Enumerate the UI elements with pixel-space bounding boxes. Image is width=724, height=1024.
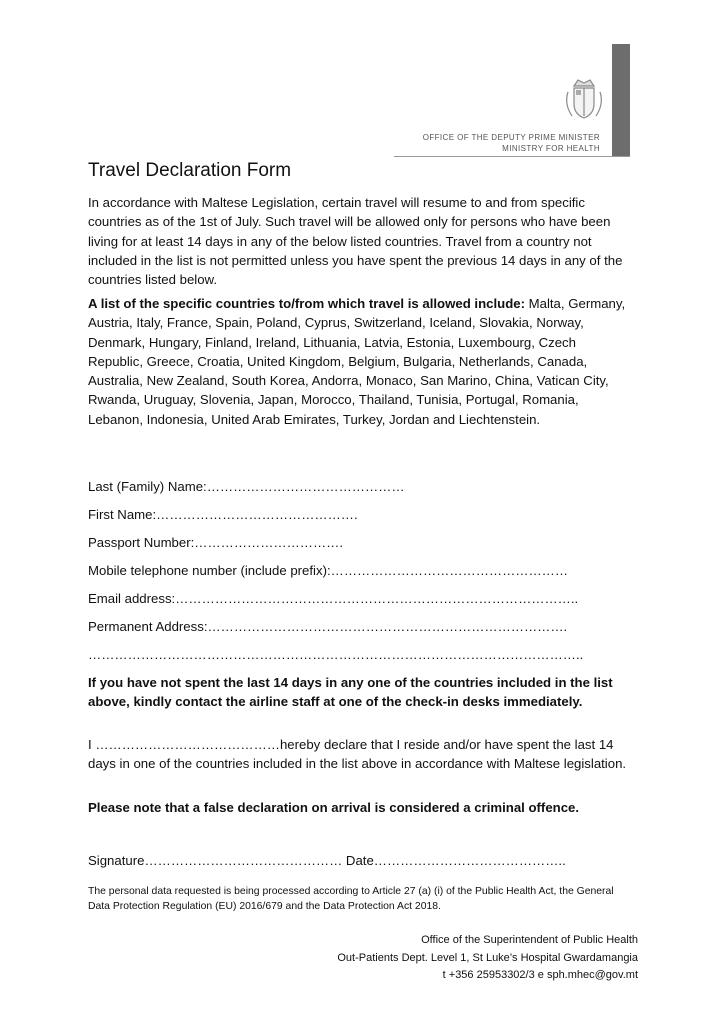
coat-of-arms-icon <box>562 76 606 122</box>
footer-office: Office of the Superintendent of Public Health <box>421 934 638 946</box>
first-name-field[interactable]: First Name:………………………………………. <box>88 507 358 522</box>
passport-number-field[interactable]: Passport Number:……………………………. <box>88 535 343 550</box>
office-line-2: MINISTRY FOR HEALTH <box>502 144 600 153</box>
ministry-header <box>400 132 600 154</box>
declaration-statement[interactable]: I ……………………………………hereby declare that I reside and/or have spent the last 14 days in one of the countries included in the list above in accordance with Maltese legislation. <box>88 737 627 771</box>
permanent-address-continuation[interactable]: ………………………………………………………………………………………………….. <box>88 647 584 662</box>
intro-paragraph: In accordance with Maltese Legislation, certain travel will resume to and from specific countries as of the 1st of July. Such travel will be allowed only for persons who have been living for at least 14 days in any of the below listed countries. Travel from a country not included in the list is not permitted unless you have spent the previous 14 days in any of the countries listed below. <box>88 195 623 288</box>
page-title: Travel Declaration Form <box>88 160 292 181</box>
email-field[interactable]: Email address:……………………………………………………………………………….. <box>88 591 579 606</box>
last-name-field[interactable]: Last (Family) Name:……………………………………… <box>88 479 405 494</box>
header-gray-bar <box>612 44 630 156</box>
footer-contact <box>337 932 638 985</box>
mobile-number-field[interactable]: Mobile telephone number (include prefix):……………………………………………… <box>88 563 569 578</box>
permanent-address-field[interactable]: Permanent Address:………………………………………………………………………. <box>88 619 568 634</box>
footer-address: Out-Patients Dept. Level 1, St Luke’s Hospital Gwardamangia <box>337 951 638 964</box>
contact-airline-notice: If you have not spent the last 14 days in any one of the countries included in the list above, kindly contact the airline staff at one of the check-in desks immediately. <box>88 675 613 709</box>
countries-paragraph <box>88 294 634 429</box>
countries-list: Malta, Germany, Austria, Italy, France, Spain, Poland, Cyprus, Switzerland, Iceland, Slovakia, Norway, Denmark, Hungary, Finland, Ireland, Lithuania, Latvia, Estonia, Luxembourg, Czech Republic, Greece, Croatia, United Kingdom, Belgium, Bulgaria, Netherlands, Canada, Australia, New Zealand, South Korea, Andorra, Monaco, San Marino, China, Vatican City, Rwanda, Uruguay, Slovenia, Japan, Morocco, Thailand, Tunisia, Portugal, Romania, Lebanon, Indonesia, United Arab Emirates, Turkey, Jordan and Liechtenstein. <box>88 296 626 427</box>
footer-phone-email: t +356 25953302/3 e sph.mhec@gov.mt <box>442 969 638 981</box>
header-divider <box>394 156 630 157</box>
office-line-1: OFFICE OF THE DEPUTY PRIME MINISTER <box>422 133 600 142</box>
data-protection-notice: The personal data requested is being processed according to Article 27 (a) (i) of the Public Health Act, the General Data Protection Regulation (EU) 2016/679 and the Data Protection Act 2018. <box>88 886 614 912</box>
form-fields <box>88 477 634 673</box>
signature-date-line[interactable]: Signature……………………………………… Date…………………………………….. <box>88 853 566 868</box>
countries-heading: A list of the specific countries to/from which travel is allowed include: <box>88 296 525 311</box>
false-declaration-note: Please note that a false declaration on arrival is considered a criminal offence. <box>88 800 580 815</box>
